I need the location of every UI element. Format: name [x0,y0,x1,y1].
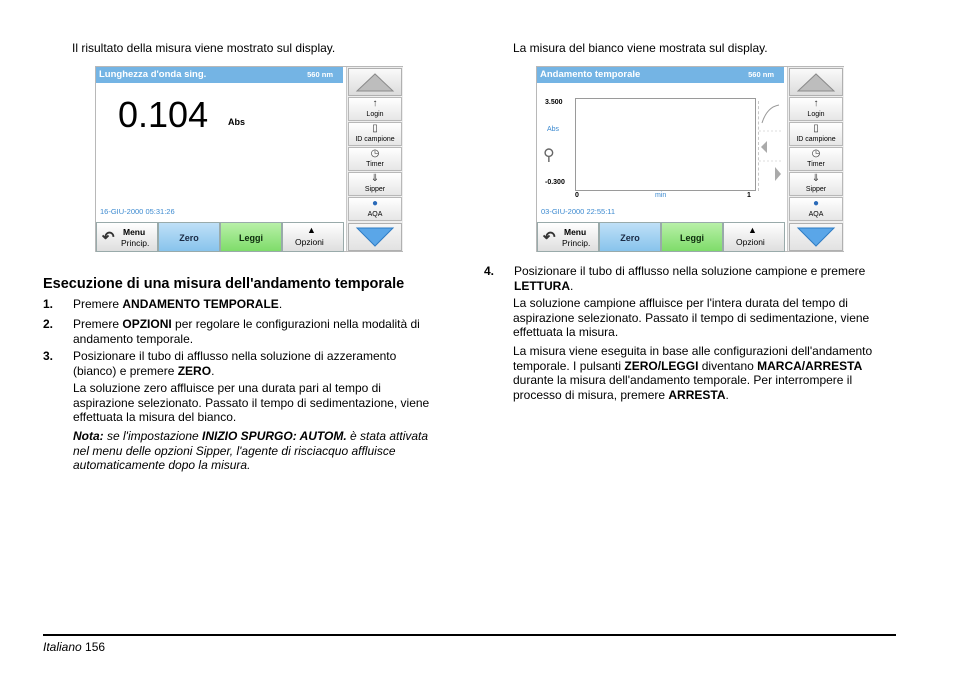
options-button[interactable] [282,222,344,252]
zoom-icon[interactable]: ⚲ [543,147,555,164]
screen-title: Andamento temporale [540,69,641,80]
login-label: Login [807,111,825,118]
step-text: Posizionare il tubo di afflusso nella soluzione campione e premere LETTURA. [514,264,866,293]
graph-plot [575,98,756,191]
main-menu-button[interactable] [537,222,599,252]
scroll-up-button[interactable] [348,68,402,96]
graph-tools-icons [759,101,783,191]
x-min-label: 0 [575,192,579,199]
wavelength-label: 560 nm [748,70,774,79]
menu-label-2: Princip. [562,238,591,248]
scroll-up-button[interactable] [789,68,843,96]
arrow-up-icon [349,69,401,95]
aqa-button[interactable] [348,197,402,221]
scroll-down-button[interactable] [348,223,402,251]
options-button[interactable] [723,222,785,252]
globe-icon: ● [812,198,820,209]
sidebar [787,67,844,251]
arrow-down-icon [790,224,842,250]
bottom-bar [537,222,785,252]
login-button[interactable] [348,97,402,121]
sipper-label: Sipper [805,186,827,193]
page-number: 156 [85,640,106,654]
vial-icon: ▯ [813,123,819,134]
step-3 [43,349,463,379]
read-button[interactable]: Leggi [220,222,282,252]
options-label: Opzioni [295,237,324,247]
left-caption: Il risultato della misura viene mostrato sul display. [72,41,336,55]
sipper-icon: ⇓ [370,173,380,184]
timer-button[interactable] [348,147,402,171]
options-up-icon: ▲ [748,225,757,235]
person-icon: ↑ [813,98,819,109]
result-area [96,83,343,221]
menu-label-1: Menu [564,227,587,237]
sample-id-label: ID campione [355,136,395,143]
footer-rule [43,634,896,636]
main-menu-button[interactable] [96,222,158,252]
clock-icon: ◷ [370,148,380,159]
sipper-button[interactable] [348,172,402,196]
person-icon: ↑ [372,98,378,109]
y-min-label: -0.300 [545,179,565,186]
zero-button[interactable]: Zero [158,222,220,252]
screen-title: Lunghezza d'onda sing. [99,69,207,80]
step-number: 4. [484,264,495,278]
aqa-label: AQA [808,211,824,218]
x-axis-label: min [655,192,667,199]
y-max-label: 3.500 [545,99,563,106]
footer-language: Italiano [43,640,82,654]
screen-single-wavelength [95,66,403,252]
sample-id-label: ID campione [796,136,836,143]
back-arrow-icon: ↶ [543,229,556,246]
timer-label: Timer [366,161,384,168]
scroll-down-button[interactable] [789,223,843,251]
sipper-label: Sipper [364,186,386,193]
step-1 [43,297,463,312]
globe-icon: ● [371,198,379,209]
step-number: 3. [43,349,54,363]
sipper-button[interactable] [789,172,843,196]
datetime-label: 03-GIU-2000 22:55:11 [541,207,616,216]
step-text: Premere ANDAMENTO TEMPORALE. [73,297,283,311]
aqa-label: AQA [367,211,383,218]
step-text: Posizionare il tubo di afflusso nella soluzione di azzeramento (bianco) e premere ZERO. [73,349,397,378]
measurement-description: La misura viene eseguita in base alle configurazioni dell'andamento temporale. I pulsanti ZERO/LEGGI diventano MARCA/ARRESTA durante la misura dell'andamento temporale. Per interrompere il processo di misura, premere ARRESTA. [513,344,873,402]
footer [43,640,105,654]
login-label: Login [366,111,384,118]
right-caption: La misura del bianco viene mostrata sul display. [513,41,768,55]
wavelength-label: 560 nm [307,70,333,79]
arrow-up-icon [790,69,842,95]
step-number: 2. [43,317,54,331]
screen-time-course [536,66,844,252]
sidebar [346,67,403,251]
options-up-icon: ▲ [307,225,316,235]
section-heading: Esecuzione di una misura dell'andamento temporale [43,276,405,292]
menu-label-1: Menu [123,227,146,237]
y-axis-label: Abs [547,126,560,133]
vial-icon: ▯ [372,123,378,134]
result-unit: Abs [228,117,246,127]
step-2 [43,317,463,347]
step-number: 1. [43,297,54,311]
step-4 [484,264,904,294]
screen-title-bar [96,67,343,83]
step-text: Premere OPZIONI per regolare le configurazioni nella modalità di andamento temporale. [73,317,420,346]
timer-label: Timer [807,161,825,168]
timer-button[interactable] [789,147,843,171]
sample-id-button[interactable] [348,122,402,146]
x-max-label: 1 [747,192,751,199]
note: Nota: se l'impostazione INIZIO SPURGO: AUTOM. è stata attivata nel menu delle opzioni Sipper, l'agente di risciacquo affluisce automaticamente dopo la misura. [73,429,429,472]
sipper-icon: ⇓ [811,173,821,184]
sample-id-button[interactable] [789,122,843,146]
datetime-label: 16-GIU-2000 05:31:26 [100,207,175,216]
back-arrow-icon: ↶ [102,229,115,246]
clock-icon: ◷ [811,148,821,159]
menu-label-2: Princip. [121,238,150,248]
graph-tools [758,101,783,191]
bottom-bar [96,222,344,252]
zero-button[interactable]: Zero [599,222,661,252]
options-label: Opzioni [736,237,765,247]
sample-description: La soluzione campione affluisce per l'intera durata del tempo di aspirazione selezionato. Passato il tempo di sedimentazione, viene effettuata la misura. [513,296,870,339]
blank-description: La soluzione zero affluisce per una durata pari al tempo di aspirazione selezionato. Passato il tempo di sedimentazione, viene effettuata la misura del bianco. [73,381,430,424]
login-button[interactable] [789,97,843,121]
aqa-button[interactable] [789,197,843,221]
screen-title-bar [537,67,784,83]
arrow-down-icon [349,224,401,250]
result-value: 0.104 [118,94,209,135]
read-button[interactable]: Leggi [661,222,723,252]
graph-area [537,83,784,221]
